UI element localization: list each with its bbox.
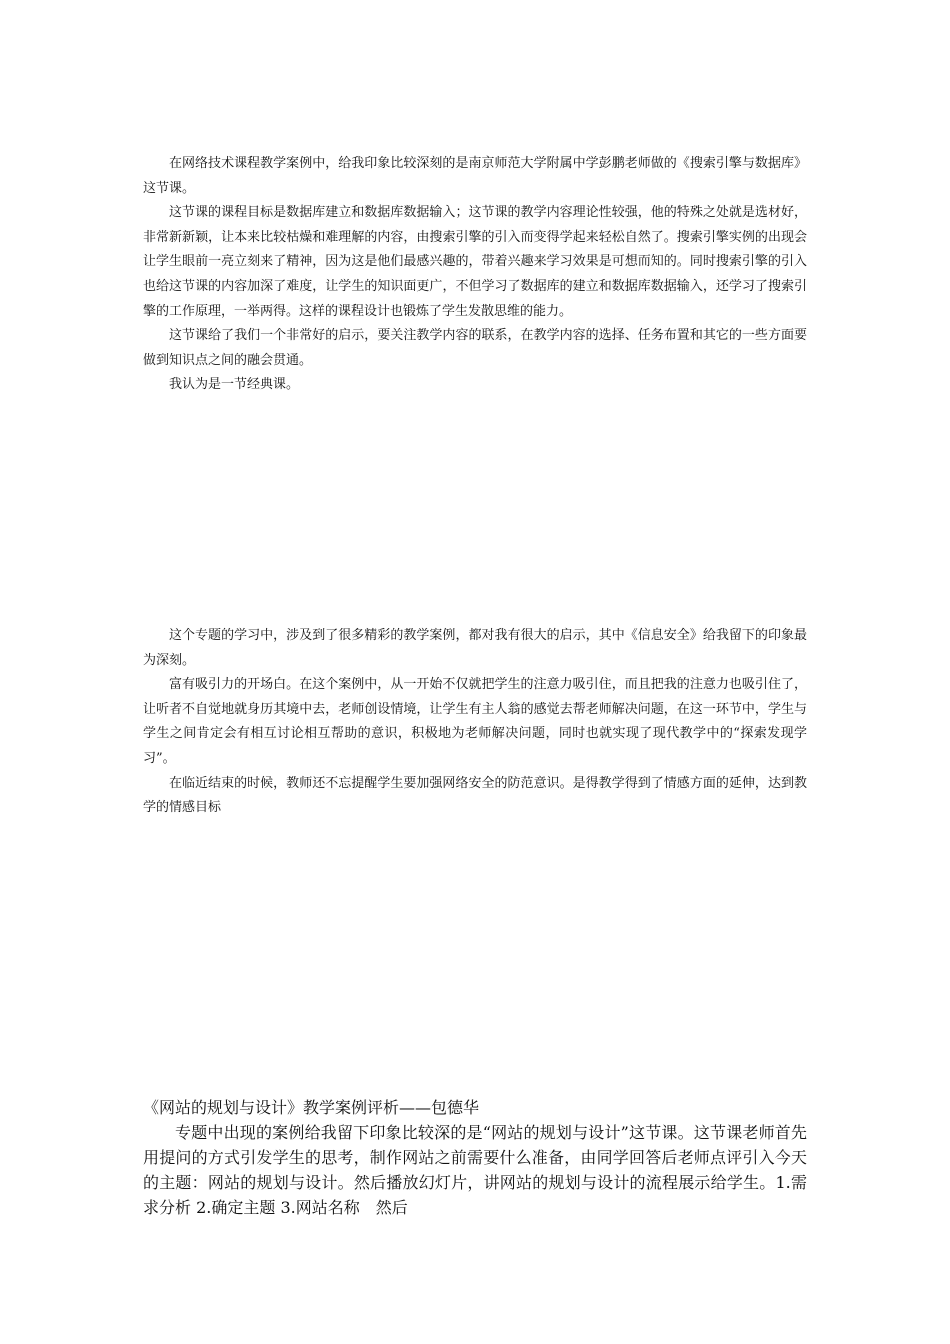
paragraph: 富有吸引力的开场白。在这个案例中，从一开始不仅就把学生的注意力吸引住，而且把我的注意力也吸引住了，让听者不自觉地就身历其境中去，老师创设情境，让学生有主人翁的感觉去帮老师解决问题，在这一环节中，学生与学生之间肯定会有相互讨论相互帮助的意识，积极地为老师解决问题，同时也就实现了现代教学中的“探索发现学习”。	[143, 677, 807, 766]
paragraph: 这节课给了我们一个非常好的启示，要关注教学内容的联系，在教学内容的选择、任务布置和其它的一些方面要做到知识点之间的融会贯通。	[143, 328, 807, 368]
paragraph: 这节课的课程目标是数据库建立和数据库数据输入；这节课的教学内容理论性较强，他的特殊之处就是选材好，非常新新颖，让本来比较枯燥和难理解的内容，由搜索引擎的引入而变得学起来轻松自然了。搜索引擎实例的出现会让学生眼前一亮立刻来了精神，因为这是他们最感兴趣的，带着兴趣来学习效果是可想而知的。同时搜索引擎的引入也给这节课的内容加深了难度，让学生的知识面更广，不但学习了数据库的建立和数据库数据输入，还学习了搜索引擎的工作原理，一举两得。这样的课程设计也锻炼了学生发散思维的能力。	[143, 205, 807, 319]
paragraph: 在网络技术课程教学案例中，给我印象比较深刻的是南京师范大学附属中学彭鹏老师做的《搜索引擎与数据库》这节课。	[143, 156, 807, 196]
paragraph: 我认为是一节经典课。	[169, 377, 300, 393]
essay-section-website-design	[143, 1095, 807, 1220]
section-title: 《网站的规划与设计》教学案例评析——包德华	[143, 1098, 480, 1117]
paragraph: 这个专题的学习中，涉及到了很多精彩的教学案例，都对我有很大的启示，其中《信息安全》给我留下的印象最为深刻。	[143, 628, 807, 668]
essay-section-info-security	[143, 624, 807, 821]
essay-section-search-engine	[143, 152, 807, 398]
paragraph: 在临近结束的时候，教师还不忘提醒学生要加强网络安全的防范意识。是得教学得到了情感方面的延伸，达到教学的情感目标	[143, 775, 807, 816]
paragraph: 专题中出现的案例给我留下印象比较深的是“网站的规划与设计”这节课。这节课老师首先用提问的方式引发学生的思考，制作网站之前需要什么准备，由同学回答后老师点评引入今天的主题：网站的规划与设计。然后播放幻灯片，讲网站的规划与设计的流程展示给学生。1.需求分析 2.确定主题 3.网站名称 然后	[143, 1123, 807, 1217]
